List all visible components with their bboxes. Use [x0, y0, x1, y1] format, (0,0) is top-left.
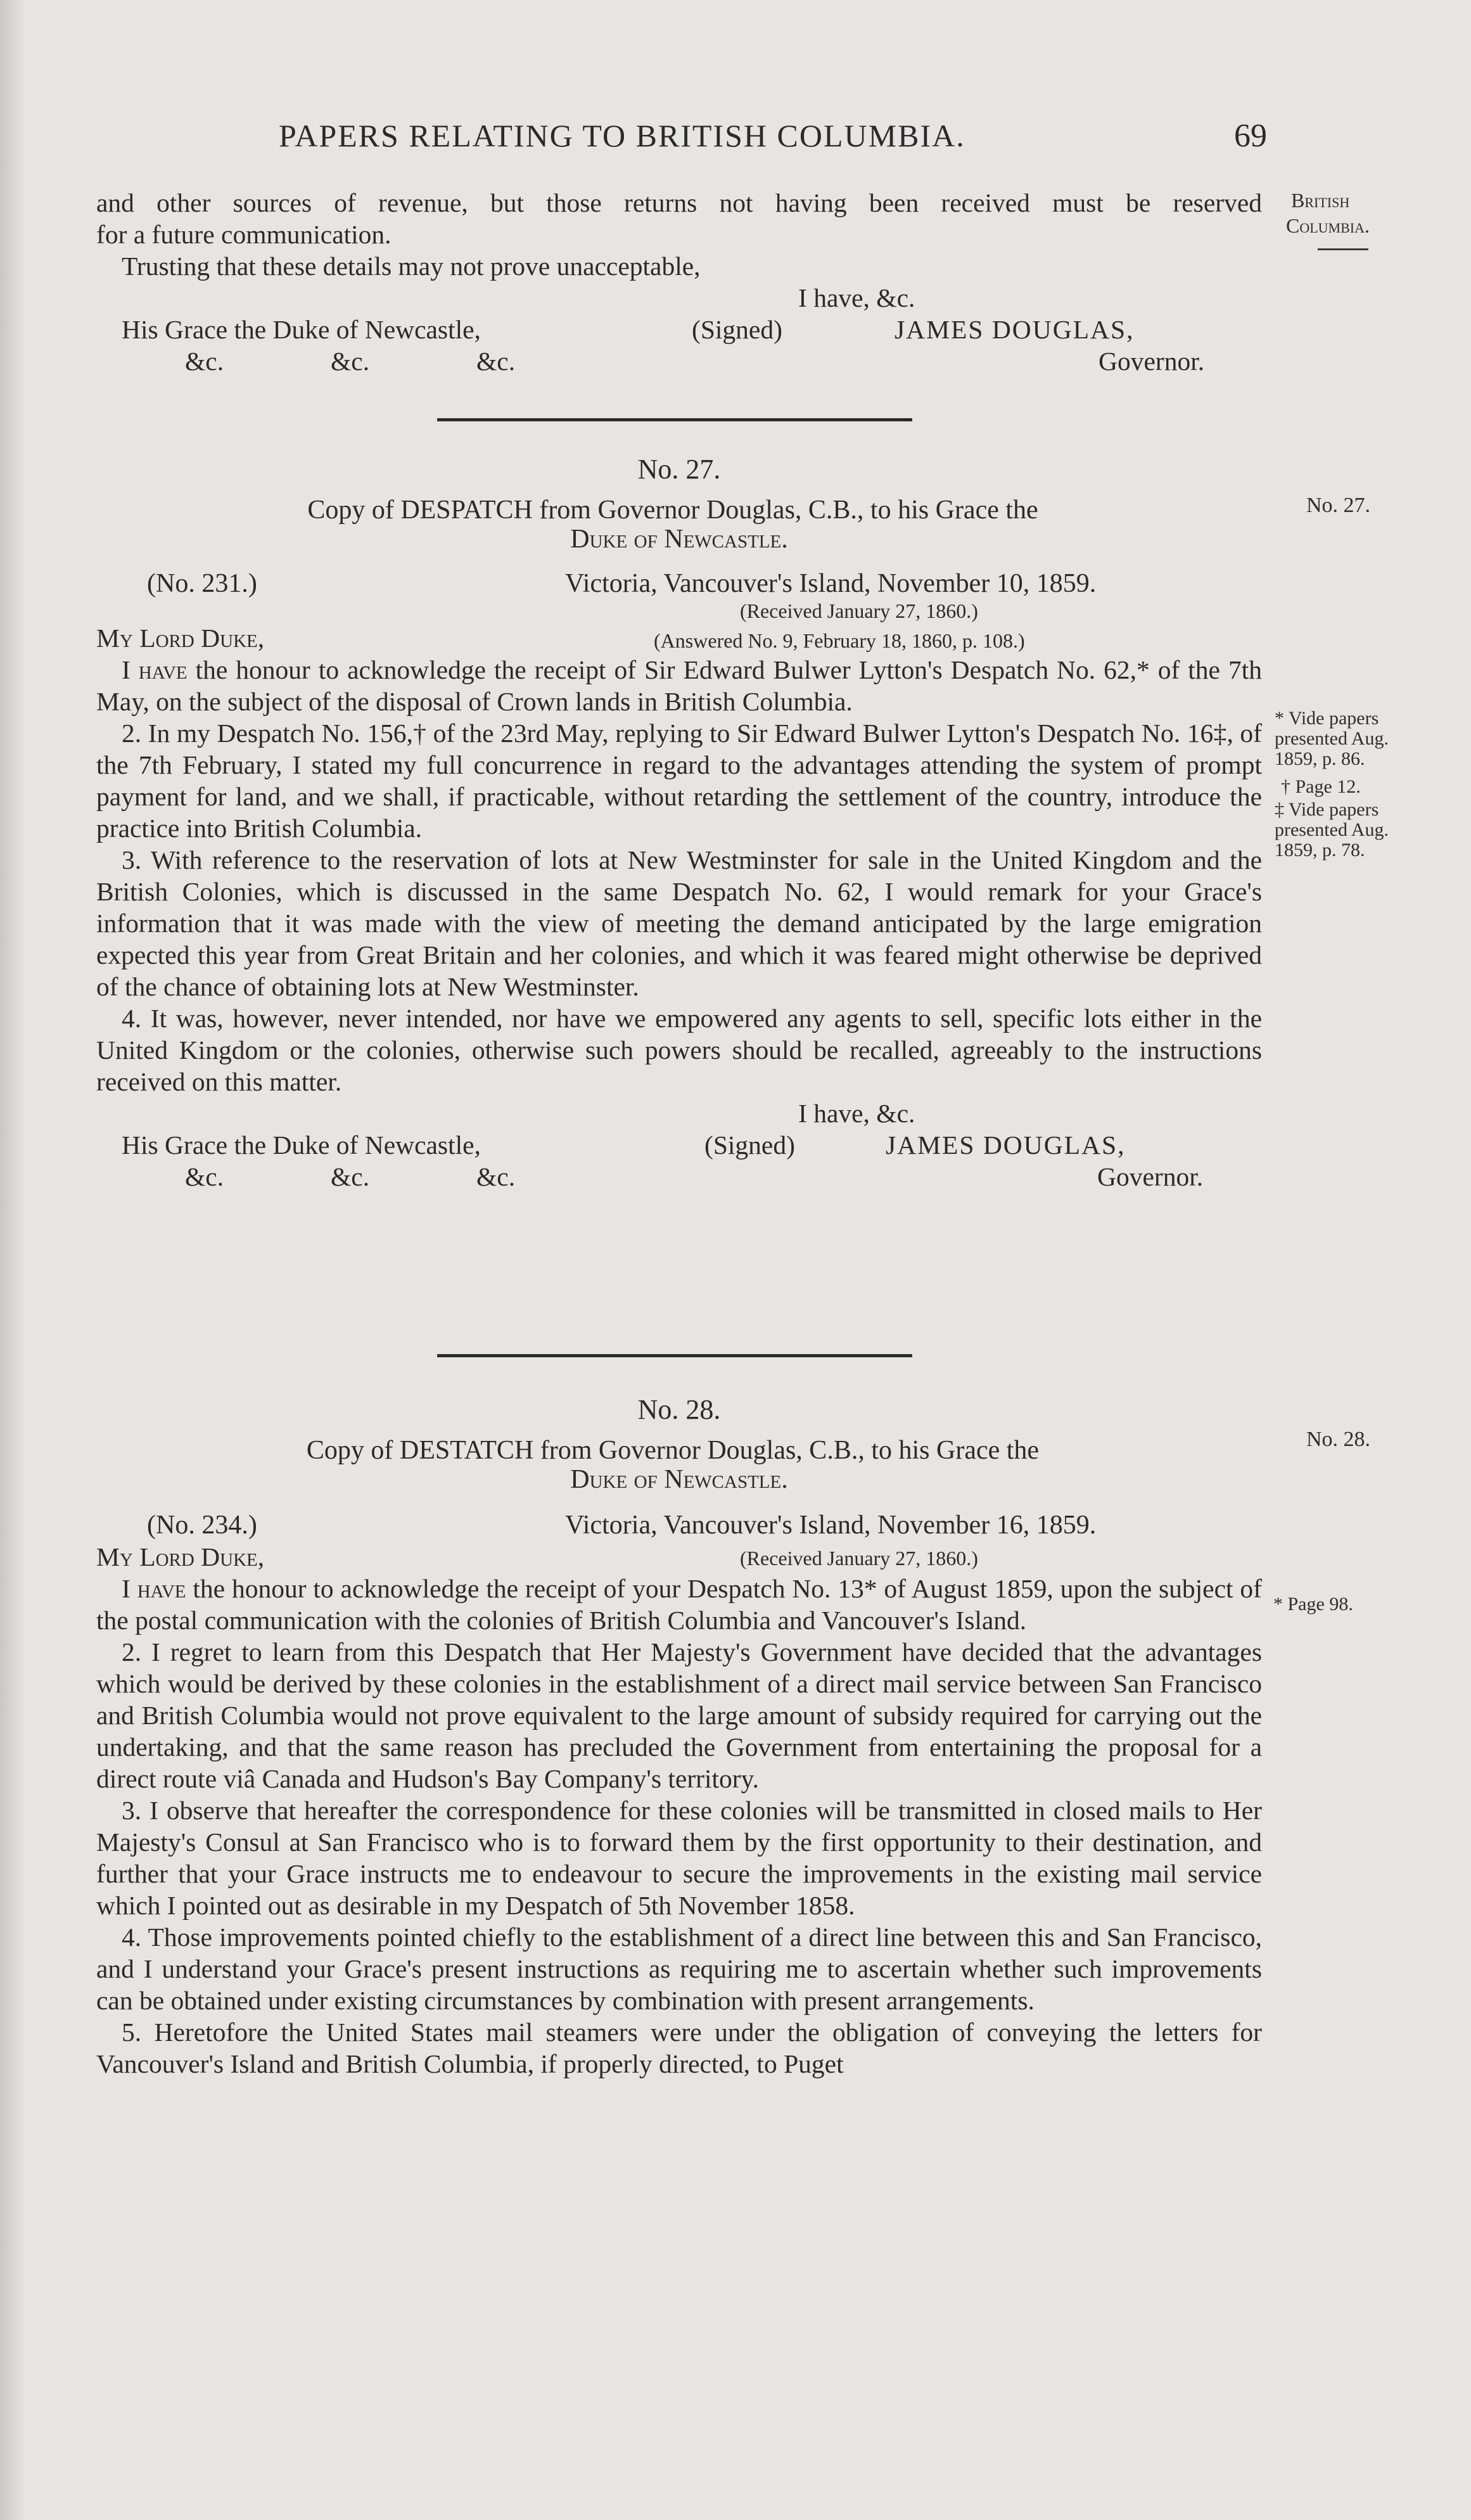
margin-note-no28: No. 28. — [1306, 1428, 1371, 1451]
margin-note-british: British — [1291, 189, 1350, 212]
despatch-27-etc-row — [96, 1161, 1262, 1193]
despatch-27-salutation-row — [96, 622, 1262, 654]
margin-note-vide2 — [1275, 800, 1389, 860]
despatch-28-despatch-no: (No. 234.) — [147, 1511, 257, 1540]
margin-note-rule — [1318, 248, 1368, 250]
despatch-27-i-have: I have, &c. — [798, 1099, 915, 1128]
despatch-28-salutation: My Lord Duke, — [96, 1542, 265, 1571]
despatch-28-place-date: Victoria, Vancouver's Island, November 16, 1859. — [565, 1511, 1097, 1540]
despatch-27-salutation: My Lord Duke, — [96, 624, 265, 653]
despatch-27-number-date — [96, 568, 1262, 599]
despatch-28-number-date — [96, 1509, 1262, 1541]
intro-signed: (Signed) — [692, 315, 782, 344]
despatch-28-para-1-lead: I have — [122, 1574, 186, 1603]
despatch-27-para-4: 4. It was, however, never intended, nor have we empowered any agents to sell, specific lots either in the United Kingdom or the colonies, otherwise such powers should be recalled, agreeably to the instructions received on this matter. — [96, 1004, 1262, 1096]
intro-signatory: JAMES DOUGLAS, — [895, 315, 1135, 344]
despatch-28-salutation-row — [96, 1541, 1262, 1573]
despatch-27-para-1-rest: the honour to acknowledge the receipt of Sir Edward Bulwer Lytton's Despatch No. 62,* of the 7th May, on the subject of the disposal of Crown lands in British Columbia. — [96, 655, 1262, 716]
intro-signature-row — [96, 314, 1262, 345]
despatch-28-para-3: 3. I observe that hereafter the correspondence for these colonies will be transmitted in closed mails to Her Majesty's Consul at San Francisco who is to forward them by the first opportunity to their destination, and further that your Grace instructs me to endeavour to secure the improvements in the existing mail service which I pointed out as desirable in my Despatch of 5th November 1858. — [96, 1796, 1262, 1920]
intro-line-1: and other sources of revenue, but those returns not having been received must be reserved — [96, 188, 1262, 217]
despatch-28-heading-2: Duke of Newcastle. — [570, 1465, 788, 1494]
despatch-27-para-1 — [96, 654, 1262, 717]
margin-note-vide1-line1: * Vide papers — [1275, 708, 1379, 729]
despatch-28-heading-text-1: Copy of DESTATCH from Governor Douglas, C.B., to his Grace the — [306, 1436, 1040, 1465]
running-title: PAPERS RELATING TO BRITISH COLUMBIA. — [279, 118, 965, 153]
page-number: 69 — [1234, 118, 1267, 154]
section-divider-2 — [437, 1354, 912, 1357]
despatch-27-answered: (Answered No. 9, February 18, 1860, p. 108.) — [654, 629, 1025, 652]
despatch-27-para-1-lead: I have — [122, 655, 188, 684]
despatch-28-para-4: 4. Those improvements pointed chiefly to the establishment of a direct line between this and San Francisco, and I understand your Grace's present instructions as requiring me to ascertain whether such improvements can be obtained under existing circumstances by combination with present arrangements. — [96, 1922, 1262, 2015]
intro-trusting: Trusting that these details may not prove unacceptable, — [122, 252, 701, 281]
despatch-28-number: No. 28. — [637, 1394, 721, 1425]
margin-note-page12: † Page 12. — [1281, 776, 1361, 797]
despatch-28 — [96, 1394, 1262, 2080]
despatch-27-heading-2: Duke of Newcastle. — [570, 525, 788, 554]
margin-note-vide2-line1: ‡ Vide papers — [1275, 799, 1379, 820]
margin-note-columbia: Columbia. — [1286, 214, 1370, 237]
despatch-27-signatory: JAMES DOUGLAS, — [886, 1130, 1126, 1160]
despatch-27-para-3: 3. With reference to the reservation of lots at New Westminster for sale in the United Kingdom and the British Colonies, which is discussed in the same Despatch No. 62, I would remark for your Grace's information that it was made with the view of meeting the demand anticipated by the large emigration expected this year from Great Britain and her colonies, and which it was feared might otherwise be deprived of the chance of obtaining lots at New Westminster. — [96, 845, 1262, 1001]
despatch-27-governor: Governor. — [1097, 1162, 1204, 1191]
margin-note-vide2-line2: presented Aug. — [1275, 819, 1389, 840]
intro-etc-2: &c. — [331, 347, 370, 376]
margin-note-vide1-line2: presented Aug. — [1275, 728, 1389, 749]
despatch-27-etc-3: &c. — [476, 1162, 516, 1191]
margin-note-no27: No. 27. — [1306, 494, 1371, 517]
intro-governor: Governor. — [1098, 347, 1205, 376]
despatch-27-heading-1 — [96, 494, 1262, 526]
despatch-27-received: (Received January 27, 1860.) — [740, 599, 978, 622]
intro-addressee: His Grace the Duke of Newcastle, — [122, 315, 481, 344]
despatch-27-heading-text-1: Copy of DESPATCH from Governor Douglas, C.B., to his Grace the — [307, 496, 1038, 525]
despatch-28-para-1-rest: the honour to acknowledge the receipt of your Despatch No. 13* of August 1859, upon the subject of the postal communication with the colonies of British Columbia and Vancouver's Island. — [96, 1574, 1262, 1635]
despatch-27-received-row — [96, 599, 1262, 622]
despatch-28-para-2: 2. I regret to learn from this Despatch that Her Majesty's Government have decided that the advantages which would be derived by these colonies in the establishment of a direct mail service between San Francisco and British Columbia would not prove equivalent to the large amount of subsidy required for carrying out the undertaking, and that the same reason has precluded the Government from entertaining the proposal for a direct route viâ Canada and Hudson's Bay Company's territory. — [96, 1637, 1262, 1793]
margin-note-vide1 — [1275, 708, 1389, 769]
despatch-27-addressee: His Grace the Duke of Newcastle, — [122, 1130, 481, 1160]
despatch-27 — [96, 454, 1262, 1193]
section-divider-1 — [437, 418, 912, 421]
margin-note-vide2-line3: 1859, p. 78. — [1275, 840, 1365, 860]
intro-section — [96, 187, 1262, 377]
despatch-27-signed: (Signed) — [704, 1130, 795, 1160]
intro-etc-3: &c. — [476, 347, 516, 376]
margin-note-page98: * Page 98. — [1273, 1594, 1353, 1615]
running-head — [120, 117, 1267, 162]
despatch-28-received: (Received January 27, 1860.) — [740, 1547, 978, 1570]
despatch-27-place-date: Victoria, Vancouver's Island, November 10, 1859. — [565, 569, 1097, 598]
intro-i-have: I have, &c. — [798, 283, 915, 312]
intro-etc-row — [96, 345, 1262, 377]
despatch-27-signature-row — [96, 1129, 1262, 1161]
intro-i-have-row — [96, 282, 1262, 314]
intro-etc-1: &c. — [185, 347, 224, 376]
despatch-28-para-5: 5. Heretofore the United States mail steamers were under the obligation of conveying the letters for Vancouver's Island and British Columbia, if properly directed, to Puget — [96, 2018, 1262, 2078]
despatch-27-i-have-row — [96, 1097, 1262, 1129]
despatch-27-despatch-no: (No. 231.) — [147, 569, 257, 598]
despatch-27-para-2: 2. In my Despatch No. 156,† of the 23rd May, replying to Sir Edward Bulwer Lytton's Despatch No. 16‡, of the 7th February, I stated my full concurrence in regard to the advantages attending the system of prompt payment for land, and we shall, if practicable, without retarding the settlement of the country, introduce the practice into British Columbia. — [96, 719, 1262, 843]
despatch-27-etc-2: &c. — [331, 1162, 370, 1191]
despatch-28-para-1 — [96, 1573, 1262, 1636]
despatch-27-etc-1: &c. — [185, 1162, 224, 1191]
despatch-27-number: No. 27. — [637, 454, 721, 485]
intro-line-2: for a future communication. — [96, 220, 392, 249]
despatch-28-heading-1 — [96, 1435, 1262, 1466]
margin-note-vide1-line3: 1859, p. 86. — [1275, 748, 1365, 769]
